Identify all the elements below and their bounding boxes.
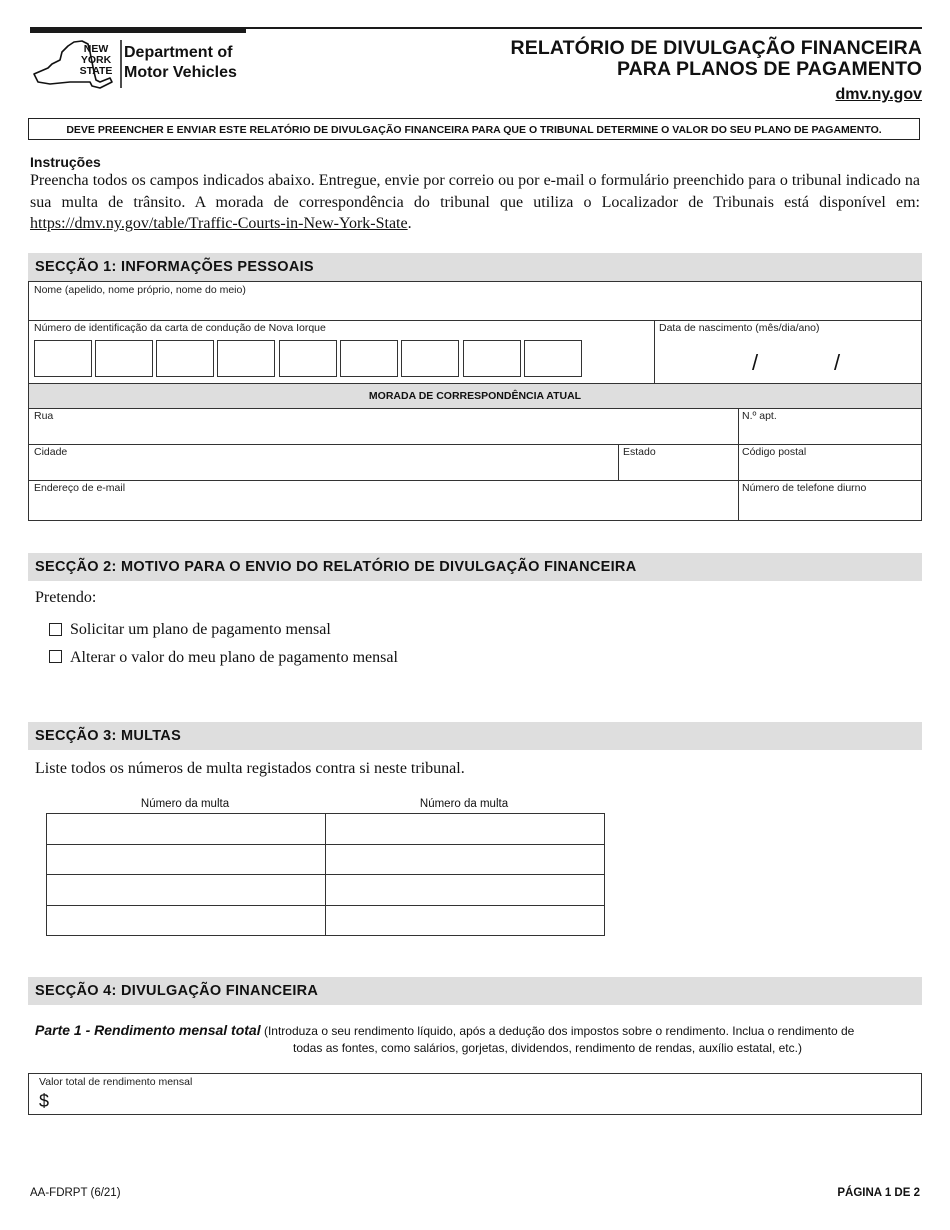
option2-label: Alterar o valor do meu plano de pagamento mensal <box>70 649 398 666</box>
instructions-end: . <box>407 215 412 232</box>
logo-dept-line1: Department of <box>124 44 233 61</box>
license-digit-box[interactable] <box>156 340 214 377</box>
street-field[interactable] <box>28 408 739 445</box>
ticket-column-header: Número da multa <box>140 798 230 810</box>
form-title <box>511 38 922 80</box>
license-digit-box[interactable] <box>217 340 275 377</box>
logo-state-line3: STATE <box>79 65 113 77</box>
license-digit-box[interactable] <box>340 340 398 377</box>
ticket-cell[interactable] <box>46 905 326 936</box>
logo-dept-line2: Motor Vehicles <box>124 64 237 81</box>
apt-label: N.º apt. <box>742 410 777 422</box>
ticket-cell[interactable] <box>325 874 605 906</box>
ticket-cell[interactable] <box>325 844 605 875</box>
header-rule-thin <box>246 27 922 29</box>
section4-heading: SECÇÃO 4: DIVULGAÇÃO FINANCEIRA <box>28 977 922 1005</box>
ticket-cell[interactable] <box>46 844 326 875</box>
license-label: Número de identificação da carta de condução de Nova Iorque <box>34 322 326 334</box>
part1-title: Parte 1 - Rendimento mensal total <box>35 1022 261 1038</box>
email-label: Endereço de e-mail <box>34 482 126 494</box>
section2-heading: SECÇÃO 2: MOTIVO PARA O ENVIO DO RELATÓRIO DE DIVULGAÇÃO FINANCEIRA <box>28 553 922 581</box>
header-rule-thick <box>30 27 246 33</box>
license-digit-box[interactable] <box>95 340 153 377</box>
license-digit-box[interactable] <box>34 340 92 377</box>
dob-separator: / <box>752 350 759 375</box>
website-link[interactable]: dmv.ny.gov <box>835 86 922 103</box>
court-locator-link[interactable]: https://dmv.ny.gov/table/Traffic-Courts-in-New-York-State <box>30 215 408 232</box>
part1-desc-line2: todas as fontes, como salários, gorjetas, dividendos, rendimento de rendas, auxílio estatal, etc.) <box>293 1041 802 1055</box>
notice-banner: DEVE PREENCHER E ENVIAR ESTE RELATÓRIO DE DIVULGAÇÃO FINANCEIRA PARA QUE O TRIBUNAL DETERMINE O VALOR DO SEU PLANO DE PAGAMENTO. <box>28 118 920 140</box>
section3-intro: Liste todos os números de multa registados contra si neste tribunal. <box>35 760 465 777</box>
monthly-income-label: Valor total de rendimento mensal <box>39 1076 193 1088</box>
license-digit-box[interactable] <box>279 340 337 377</box>
part1-desc-line1: (Introduza o seu rendimento líquido, após a dedução dos impostos sobre o rendimento. Inclua o rendimento de <box>263 1024 855 1038</box>
email-field[interactable] <box>28 480 739 521</box>
logo-state-line1: NEW <box>83 43 109 55</box>
form-title-line1: RELATÓRIO DE DIVULGAÇÃO FINANCEIRA <box>510 37 922 59</box>
currency-symbol: $ <box>39 1091 50 1111</box>
logo-state-line2: YORK <box>80 54 112 66</box>
zip-label: Código postal <box>742 446 807 458</box>
option1-label: Solicitar um plano de pagamento mensal <box>70 621 331 638</box>
part1-heading <box>35 1022 920 1057</box>
ticket-cell[interactable] <box>46 874 326 906</box>
form-title-line2: PARA PLANOS DE PAGAMENTO <box>616 58 922 80</box>
option1-checkbox[interactable] <box>49 623 62 636</box>
section2-intro: Pretendo: <box>35 589 97 606</box>
ticket-cell[interactable] <box>325 813 605 845</box>
city-field[interactable] <box>28 444 619 481</box>
ticket-column-header: Número da multa <box>419 798 509 810</box>
license-digit-box[interactable] <box>401 340 459 377</box>
phone-label: Número de telefone diurno <box>742 482 867 494</box>
ticket-cell[interactable] <box>325 905 605 936</box>
section3-heading: SECÇÃO 3: MULTAS <box>28 722 922 750</box>
name-label: Nome (apelido, nome próprio, nome do meio) <box>34 284 246 296</box>
ticket-cell[interactable] <box>46 813 326 845</box>
section1-heading: SECÇÃO 1: INFORMAÇÕES PESSOAIS <box>28 253 922 281</box>
license-digit-box[interactable] <box>524 340 582 377</box>
state-label: Estado <box>623 446 656 458</box>
street-label: Rua <box>34 410 54 422</box>
license-digit-box[interactable] <box>463 340 521 377</box>
city-label: Cidade <box>34 446 68 458</box>
dob-separator: / <box>834 350 841 375</box>
nys-dmv-logo <box>30 38 248 92</box>
form-id: AA-FDRPT (6/21) <box>30 1187 121 1199</box>
instructions-title: Instruções <box>30 154 101 170</box>
page-number: PÁGINA 1 DE 2 <box>837 1187 920 1199</box>
option2-checkbox[interactable] <box>49 650 62 663</box>
dob-label: Data de nascimento (mês/dia/ano) <box>659 322 820 334</box>
address-heading: MORADA DE CORRESPONDÊNCIA ATUAL <box>28 383 922 409</box>
instructions-text: Preencha todos os campos indicados abaixo. Entregue, envie por correio ou por e-mail o formulário preenchido para o tribunal indicado na sua multa de trânsito. A morada de correspondência do tribunal que utiliza o Localizador de Tribunais está disponível em: <box>30 172 920 211</box>
instructions-body <box>30 170 920 235</box>
